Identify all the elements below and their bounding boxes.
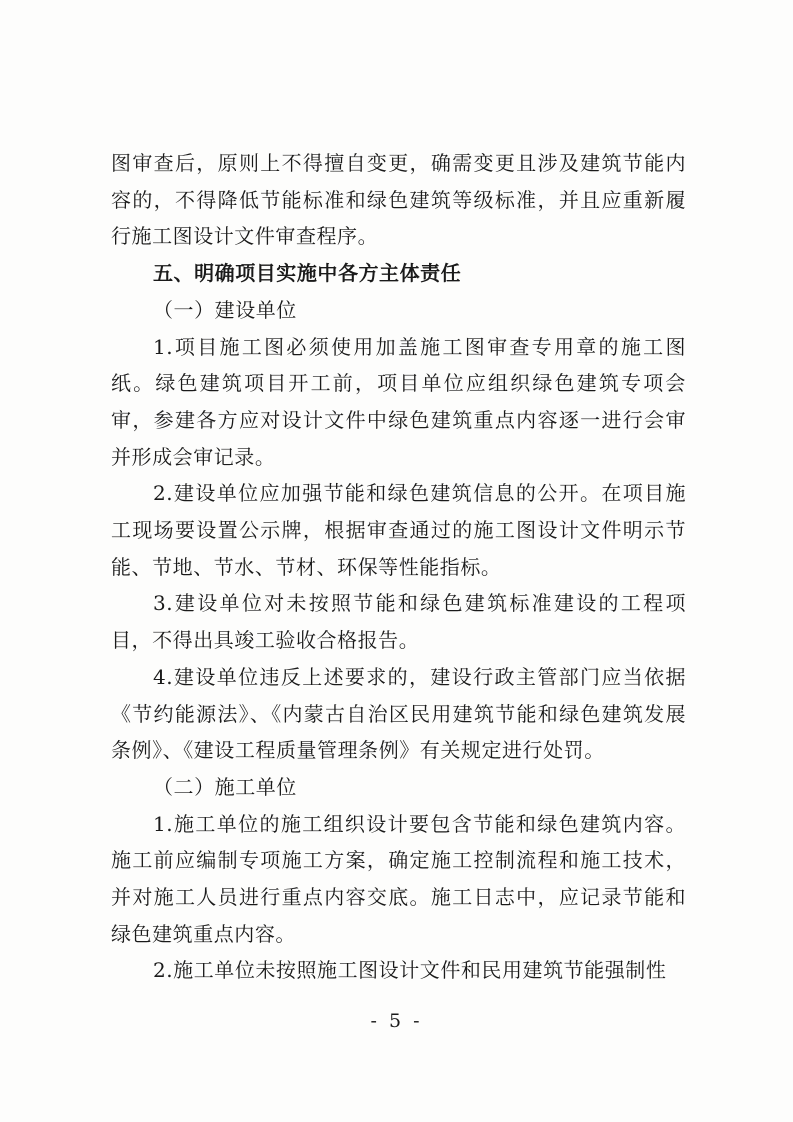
document-body <box>111 145 686 989</box>
subsection-heading-builder-unit: （二）施工单位 <box>153 774 297 799</box>
section-heading-responsibilities: 五、明确项目实施中各方主体责任 <box>153 261 462 286</box>
subsection-heading-construction-unit: （一）建设单位 <box>153 297 297 322</box>
list-item: 2.建设单位应加强节能和绿色建筑信息的公开。在项目施工现场要设置公示牌，根据审查通过的施工图设计文件明示节能、节地、节水、节材、环保等性能指标。 <box>111 481 686 579</box>
paragraph-continuation: 图审查后，原则上不得擅自变更，确需变更且涉及建筑节能内容的，不得降低节能标准和绿色建筑等级标准，并且应重新履行施工图设计文件审查程序。 <box>111 151 686 249</box>
list-item: 2.施工单位未按照施工图设计文件和民用建筑节能强制性 <box>153 958 667 983</box>
list-item: 1.项目施工图必须使用加盖施工图审查专用章的施工图纸。绿色建筑项目开工前，项目单位应组织绿色建筑专项会审，参建各方应对设计文件中绿色建筑重点内容逐一进行会审并形成会审记录。 <box>111 334 686 469</box>
list-item: 1.施工单位的施工组织设计要包含节能和绿色建筑内容。施工前应编制专项施工方案，确定施工控制流程和施工技术，并对施工人员进行重点内容交底。施工日志中，应记录节能和绿色建筑重点内容。 <box>111 811 686 946</box>
list-item: 3.建设单位对未按照节能和绿色建筑标准建设的工程项目，不得出具竣工验收合格报告。 <box>111 591 686 653</box>
list-item: 4.建设单位违反上述要求的，建设行政主管部门应当依据《节约能源法》、《内蒙古自治区民用建筑节能和绿色建筑发展条例》、《建设工程质量管理条例》有关规定进行处罚。 <box>111 664 686 763</box>
page-number: - 5 - <box>370 1010 423 1032</box>
